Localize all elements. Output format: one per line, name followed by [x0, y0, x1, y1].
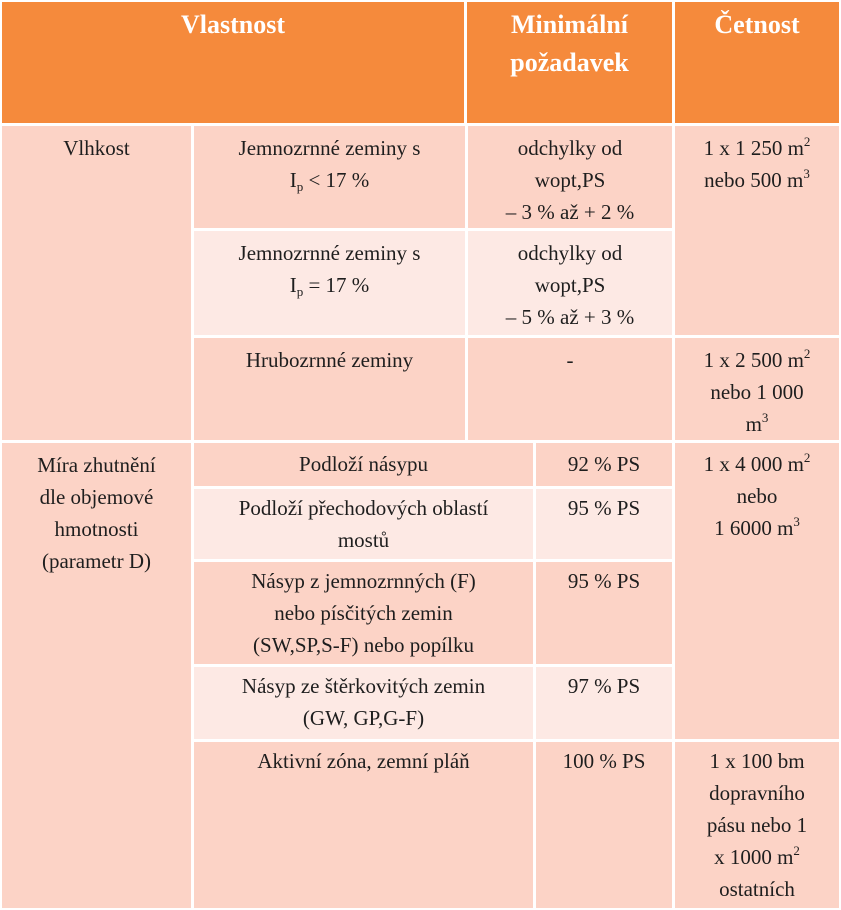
mira-row2-req: [536, 489, 672, 559]
mira-row3-type: [194, 562, 533, 664]
header-pozadavek: [467, 2, 672, 123]
vlhkost-row1-type: [194, 126, 465, 228]
vlhkost-row3-req: [468, 338, 672, 440]
mira-row5-req: [536, 742, 672, 908]
mira-row2-type-line1: Podloží přechodových oblastí: [238, 496, 489, 520]
vlhkost-row3-type-line1: Hrubozrnné zeminy: [245, 348, 414, 372]
mira-row4-req-line1: 97 % PS: [567, 674, 641, 698]
vlhkost-freq2-line3: $m^3$: [745, 410, 769, 436]
header-pozadavek-line2: požadavek: [510, 48, 629, 77]
vlhkost-row3-req-line1: -: [566, 348, 574, 372]
header-pozadavek-line1: Minimální: [510, 10, 628, 39]
mira-label-line2: dle objemové: [39, 485, 154, 509]
vlhkost-row2-req-line3: – 5 % až + 3 %: [505, 305, 635, 329]
mira-row2-type: [194, 489, 533, 559]
vlhkost-row2-req-line1: odchylky od: [517, 241, 623, 265]
mira-freq2-line2: dopravního: [709, 781, 805, 805]
mira-freq1-line3: 1 6000 $m^3$: [714, 514, 800, 540]
mira-freq2-line5: ostatních: [719, 877, 795, 901]
mira-label-line3: hmotnosti: [54, 517, 139, 541]
mira-row5-req-line1: 100 % PS: [562, 749, 646, 773]
mira-row2-type-line2: mostů: [337, 528, 390, 552]
vlhkost-row1-req-line1: odchylky od: [517, 136, 623, 160]
vlhkost-label-cell: [2, 126, 191, 440]
mira-freq2-line4: x 1000 $m^2$: [714, 843, 800, 869]
mira-freq2-line3: pásu nebo 1: [706, 813, 808, 837]
mira-row4-type: [194, 667, 533, 739]
mira-row5-type: [194, 742, 533, 908]
mira-row2-req-line1: 95 % PS: [567, 496, 641, 520]
vlhkost-freq1: [675, 126, 839, 335]
mira-row1-req-line1: 92 % PS: [567, 452, 641, 476]
vlhkost-freq1-line2: nebo 500 $m^3$: [704, 166, 810, 192]
vlhkost-freq2-line1: 1 x 2 500 $m^2$: [703, 346, 811, 372]
vlhkost-row2-type-line1: Jemnozrnné zeminy s: [238, 241, 421, 265]
vlhkost-row2-req-line2: wopt,PS: [534, 273, 606, 297]
mira-freq1-line2: nebo: [736, 484, 778, 508]
vlhkost-row2-type: [194, 231, 465, 335]
vlhkost-row2-req: [468, 231, 672, 335]
mira-row3-req-line1: 95 % PS: [567, 569, 641, 593]
header-vlastnost: [2, 2, 464, 123]
vlhkost-row2-type-line2: $I_p = 17$ %: [289, 273, 370, 299]
vlhkost-freq1-line1: 1 x 1 250 $m^2$: [703, 134, 811, 160]
mira-row3-type-line2: nebo písčitých zemin: [274, 601, 453, 625]
header-vlastnost-text: Vlastnost: [180, 10, 285, 39]
mira-row4-type-line1: Násyp ze štěrkovitých zemin: [241, 674, 486, 698]
mira-row3-type-line1: Násyp z jemnozrnných (F): [251, 569, 476, 593]
header-cetnost-text: Četnost: [714, 10, 800, 39]
mira-row1-type-line1: Podloží násypu: [299, 452, 428, 476]
mira-row3-type-line3: (SW,SP,S-F) nebo popílku: [253, 633, 474, 657]
mira-row1-req: [536, 443, 672, 486]
mira-freq1: [675, 443, 839, 739]
vlhkost-row1-req-line2: wopt,PS: [534, 168, 606, 192]
mira-label-cell: [2, 443, 191, 908]
vlhkost-label: Vlhkost: [63, 136, 130, 160]
header-cetnost: [675, 2, 839, 123]
mira-label-line4: (parametr D): [41, 549, 152, 573]
vlhkost-freq2-line2: nebo 1 000: [710, 380, 804, 404]
vlhkost-row1-type-line2: $I_p < 17$ %: [289, 168, 370, 194]
mira-row1-type: [194, 443, 533, 486]
vlhkost-row1-req-line3: – 3 % až + 2 %: [505, 200, 635, 224]
mira-row3-req: [536, 562, 672, 664]
mira-freq2: [675, 742, 839, 908]
vlhkost-row1-type-line1: Jemnozrnné zeminy s: [238, 136, 421, 160]
mira-row4-type-line2: (GW, GP,G-F): [302, 706, 425, 730]
mira-row4-req: [536, 667, 672, 739]
mira-row5-type-line1: Aktivní zóna, zemní pláň: [257, 749, 470, 773]
mira-freq2-line1: 1 x 100 bm: [709, 749, 805, 773]
vlhkost-freq2: [675, 338, 839, 440]
mira-freq1-line1: 1 x 4 000 $m^2$: [703, 450, 811, 476]
mira-label-line1: Míra zhutnění: [37, 453, 156, 477]
vlhkost-row3-type: [194, 338, 465, 440]
vlhkost-row1-req: [468, 126, 672, 228]
